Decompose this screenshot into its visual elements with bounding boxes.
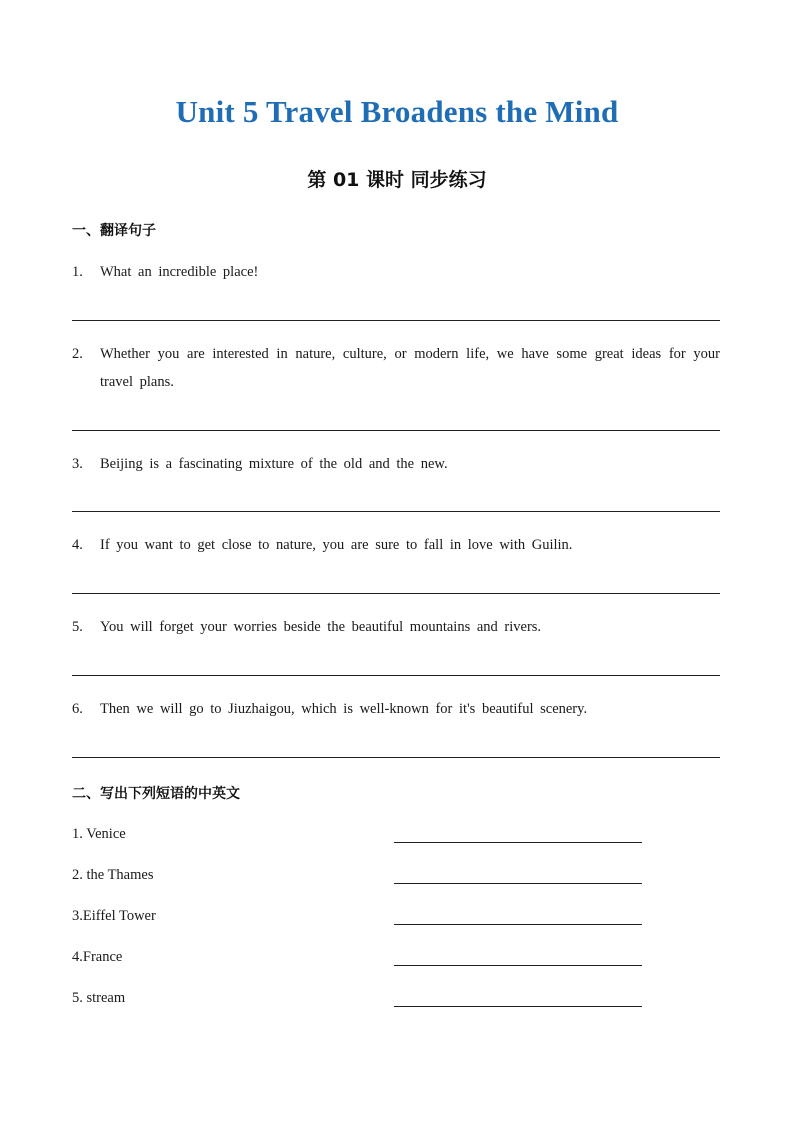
- sentence-item-5: [72, 613, 720, 641]
- sentence-text: Then we will go to Jiuzhaigou, which is well-known for it's beautiful scenery.: [100, 701, 588, 717]
- phrase-answer-line-5[interactable]: [394, 1006, 642, 1007]
- sentence-text: You will forget your worries beside the beautiful mountains and rivers.: [100, 619, 542, 635]
- phrase-item-2: 2. the Thames: [72, 867, 154, 883]
- section-2-heading: 二、写出下列短语的中英文: [72, 786, 240, 802]
- answer-line-6[interactable]: [72, 757, 720, 758]
- answer-line-1[interactable]: [72, 320, 720, 321]
- sentence-text: What an incredible place!: [100, 264, 259, 280]
- sentence-number: 4.: [72, 537, 83, 553]
- answer-line-5[interactable]: [72, 675, 720, 676]
- sentence-number: 5.: [72, 619, 83, 635]
- sentence-item-2: [72, 340, 720, 396]
- sentence-item-6: [72, 695, 720, 723]
- sentence-number: 6.: [72, 701, 83, 717]
- answer-line-3[interactable]: [72, 511, 720, 512]
- phrase-item-3: 3.Eiffel Tower: [72, 908, 156, 924]
- worksheet-title: Unit 5 Travel Broadens the Mind: [175, 94, 619, 129]
- lesson-subtitle: 第 01 课时 同步练习: [307, 169, 487, 191]
- phrase-answer-line-4[interactable]: [394, 965, 642, 966]
- sentence-item-3: [72, 450, 720, 478]
- sentence-item-4: [72, 531, 720, 559]
- sentence-text: Beijing is a fascinating mixture of the old and the new.: [100, 456, 448, 472]
- sentence-item-1: [72, 258, 720, 286]
- phrase-answer-line-1[interactable]: [394, 842, 642, 843]
- phrase-item-4: 4.France: [72, 949, 123, 965]
- sentence-number: 3.: [72, 456, 83, 472]
- phrase-item-5: 5. stream: [72, 990, 126, 1006]
- sentence-number: 2.: [72, 346, 83, 362]
- answer-line-2[interactable]: [72, 430, 720, 431]
- section-1-heading: 一、翻译句子: [72, 223, 156, 239]
- sentence-text: Whether you are interested in nature, culture, or modern life, we have some great ideas for your travel plans.: [100, 346, 720, 390]
- phrase-answer-line-2[interactable]: [394, 883, 642, 884]
- answer-line-4[interactable]: [72, 593, 720, 594]
- phrase-answer-line-3[interactable]: [394, 924, 642, 925]
- sentence-text: If you want to get close to nature, you are sure to fall in love with Guilin.: [100, 537, 573, 553]
- sentence-number: 1.: [72, 264, 83, 280]
- phrase-item-1: 1. Venice: [72, 826, 126, 842]
